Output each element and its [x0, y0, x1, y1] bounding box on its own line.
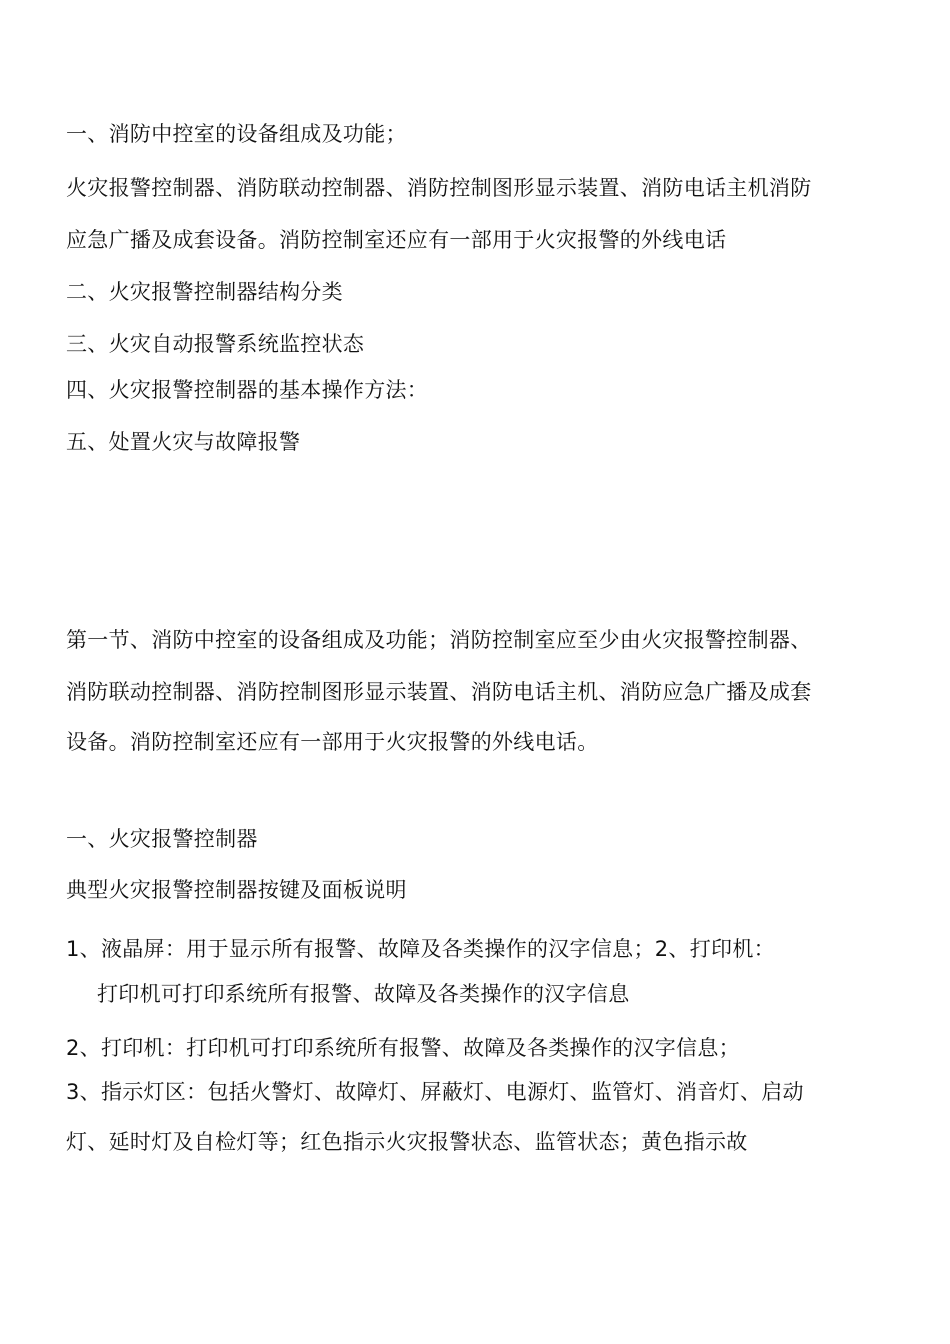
section-one-line-3: 设备。消防控制室还应有一部用于火灾报警的外线电话。 [66, 730, 599, 754]
section-one-line-1: 第一节、消防中控室的设备组成及功能；消防控制室应至少由火灾报警控制器、 [66, 628, 812, 652]
controller-item-1-line-1: 1、液晶屏：用于显示所有报警、故障及各类操作的汉字信息；2、打印机： [66, 937, 775, 961]
controller-item-1-line-2: 打印机可打印系统所有报警、故障及各类操作的汉字信息 [97, 982, 630, 1006]
outline-paragraph-line-1: 火灾报警控制器、消防联动控制器、消防控制图形显示装置、消防电话主机消防 [66, 176, 812, 200]
outline-heading-2: 二、火灾报警控制器结构分类 [66, 280, 343, 304]
outline-heading-1: 一、消防中控室的设备组成及功能； [66, 122, 407, 146]
controller-heading: 一、火灾报警控制器 [66, 827, 258, 851]
outline-heading-5: 五、处置火灾与故障报警 [66, 430, 301, 454]
section-one-line-2: 消防联动控制器、消防控制图形显示装置、消防电话主机、消防应急广播及成套 [66, 680, 812, 704]
outline-paragraph-line-2: 应急广播及成套设备。消防控制室还应有一部用于火灾报警的外线电话 [66, 228, 727, 252]
outline-heading-3: 三、火灾自动报警系统监控状态 [66, 332, 365, 356]
controller-item-3-line-2: 灯、延时灯及自检灯等；红色指示火灾报警状态、监管状态；黄色指示故 [66, 1130, 748, 1154]
controller-item-3-line-1: 3、指示灯区：包括火警灯、故障灯、屏蔽灯、电源灯、监管灯、消音灯、启动 [66, 1080, 804, 1104]
outline-heading-4: 四、火灾报警控制器的基本操作方法： [66, 378, 429, 402]
controller-subheading: 典型火灾报警控制器按键及面板说明 [66, 878, 407, 902]
controller-item-2: 2、打印机：打印机可打印系统所有报警、故障及各类操作的汉字信息； [66, 1036, 740, 1060]
